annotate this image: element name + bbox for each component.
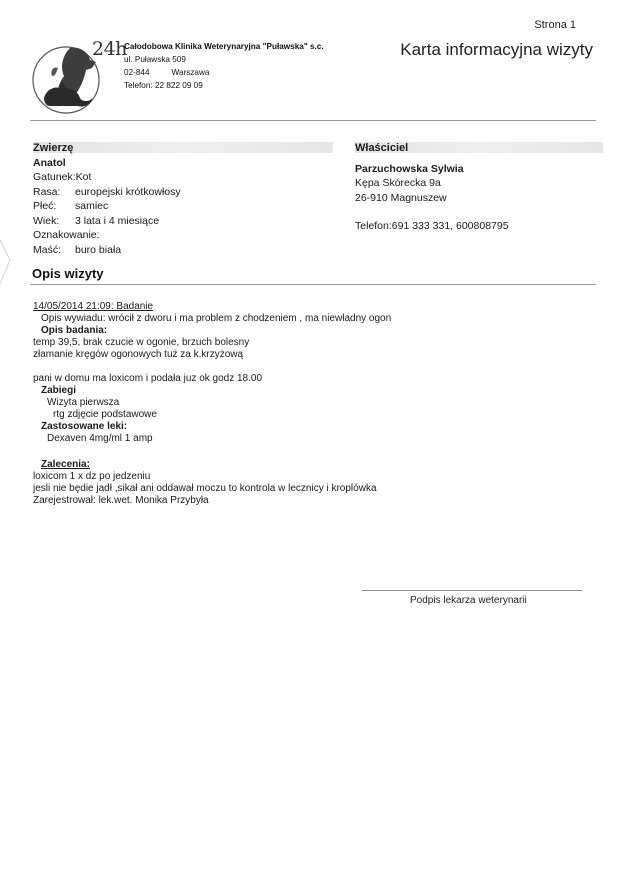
signature-line (362, 590, 582, 591)
visit-interview: Opis wywiadu: wrócił z dworu i ma problem z chodzeniem , ma niewładny ogon (41, 313, 392, 324)
animal-info (33, 141, 333, 257)
drug-item: Dexaven 4mg/ml 1 amp (47, 433, 153, 444)
animal-sex-row (33, 199, 333, 214)
scan-artifact-mark (0, 238, 12, 286)
header-divider (30, 120, 596, 121)
clinic-address-block (124, 40, 324, 92)
animal-age-row (33, 214, 333, 229)
owner-phone: Telefon:691 333 331, 600808795 (355, 220, 509, 232)
owner-city: 26-910 Magnuszew (355, 191, 447, 204)
procedure-item: rtg zdjęcie podstawowe (53, 409, 157, 420)
procedures-heading: Zabiegi (41, 385, 77, 396)
signature-label: Podpis lekarza weterynarii (410, 595, 527, 606)
exam-line: temp 39,5, brak czucie w ogonie, brzuch bolesny (33, 337, 250, 348)
visit-date-type: 14/05/2014 21:09: Badanie (33, 301, 154, 312)
exam-heading: Opis badania: (41, 325, 108, 336)
animal-heading: Zwierzę (33, 142, 74, 154)
redaction-bar (33, 142, 333, 153)
recommendation-item: loxicom 1 x dz po jedzeniu (33, 471, 151, 482)
visit-divider (30, 284, 596, 285)
drugs-heading: Zastosowane leki: (41, 421, 128, 432)
page-number: Strona 1 (534, 19, 576, 31)
clinic-phone: Telefon: 22 822 09 09 (124, 81, 203, 90)
clinic-city: Warszawa (171, 68, 210, 77)
animal-heading-row (33, 141, 333, 156)
owner-heading: Właściciel (355, 142, 409, 154)
registered-by: Zarejestrował: lek.wet. Monika Przybyła (33, 495, 209, 506)
owner-info (355, 141, 605, 234)
breed-value: europejski krótkowłosy (75, 185, 181, 198)
animal-color-row (33, 243, 333, 258)
owner-street: Kępa Skórecka 9a (355, 177, 441, 189)
clinic-street: ul. Puławska 509 (124, 55, 186, 64)
owner-name: Parzuchowska Sylwia (355, 162, 464, 175)
color-value: buro biała (75, 243, 122, 256)
clinic-postcode: 02-844 (124, 68, 150, 77)
logo-text: 24h (92, 38, 127, 60)
recommendations-heading: Zalecenia: (41, 459, 90, 470)
owner-heading-row (355, 141, 605, 156)
animal-name: Anatol (33, 156, 66, 169)
document-title: Karta informacyjna wizyty (400, 40, 593, 59)
clinic-postcode-city (124, 66, 324, 79)
breed-label: Rasa: (33, 185, 61, 198)
sex-value: samiec (75, 200, 109, 212)
recommendation-item: jesli nie będie jadł ,sikał ani oddawał moczu to kontrola w lecznicy i kroplówka (33, 483, 377, 494)
exam-line: pani w domu ma loxicom i podała juz ok godz 18.00 (33, 373, 263, 384)
visit-details (33, 301, 593, 507)
color-label: Maść: (33, 243, 62, 256)
exam-line: złamanie kręgów ogonowych tuż za k.krzyżową (33, 349, 244, 360)
sex-label: Płeć: (33, 200, 57, 212)
age-label: Wiek: (33, 214, 60, 227)
clinic-name: Całodobowa Klinika Weterynaryjna "Puławska" s.c. (124, 42, 324, 51)
procedure-item: Wizyta pierwsza (47, 397, 120, 408)
visit-section-title: Opis wizyty (32, 266, 104, 281)
age-value: 3 lata i 4 miesiące (75, 214, 160, 227)
animal-breed-row (33, 185, 333, 200)
animal-species: Gatunek:Kot (33, 171, 92, 183)
animal-marking: Oznakowanie: (33, 229, 100, 241)
